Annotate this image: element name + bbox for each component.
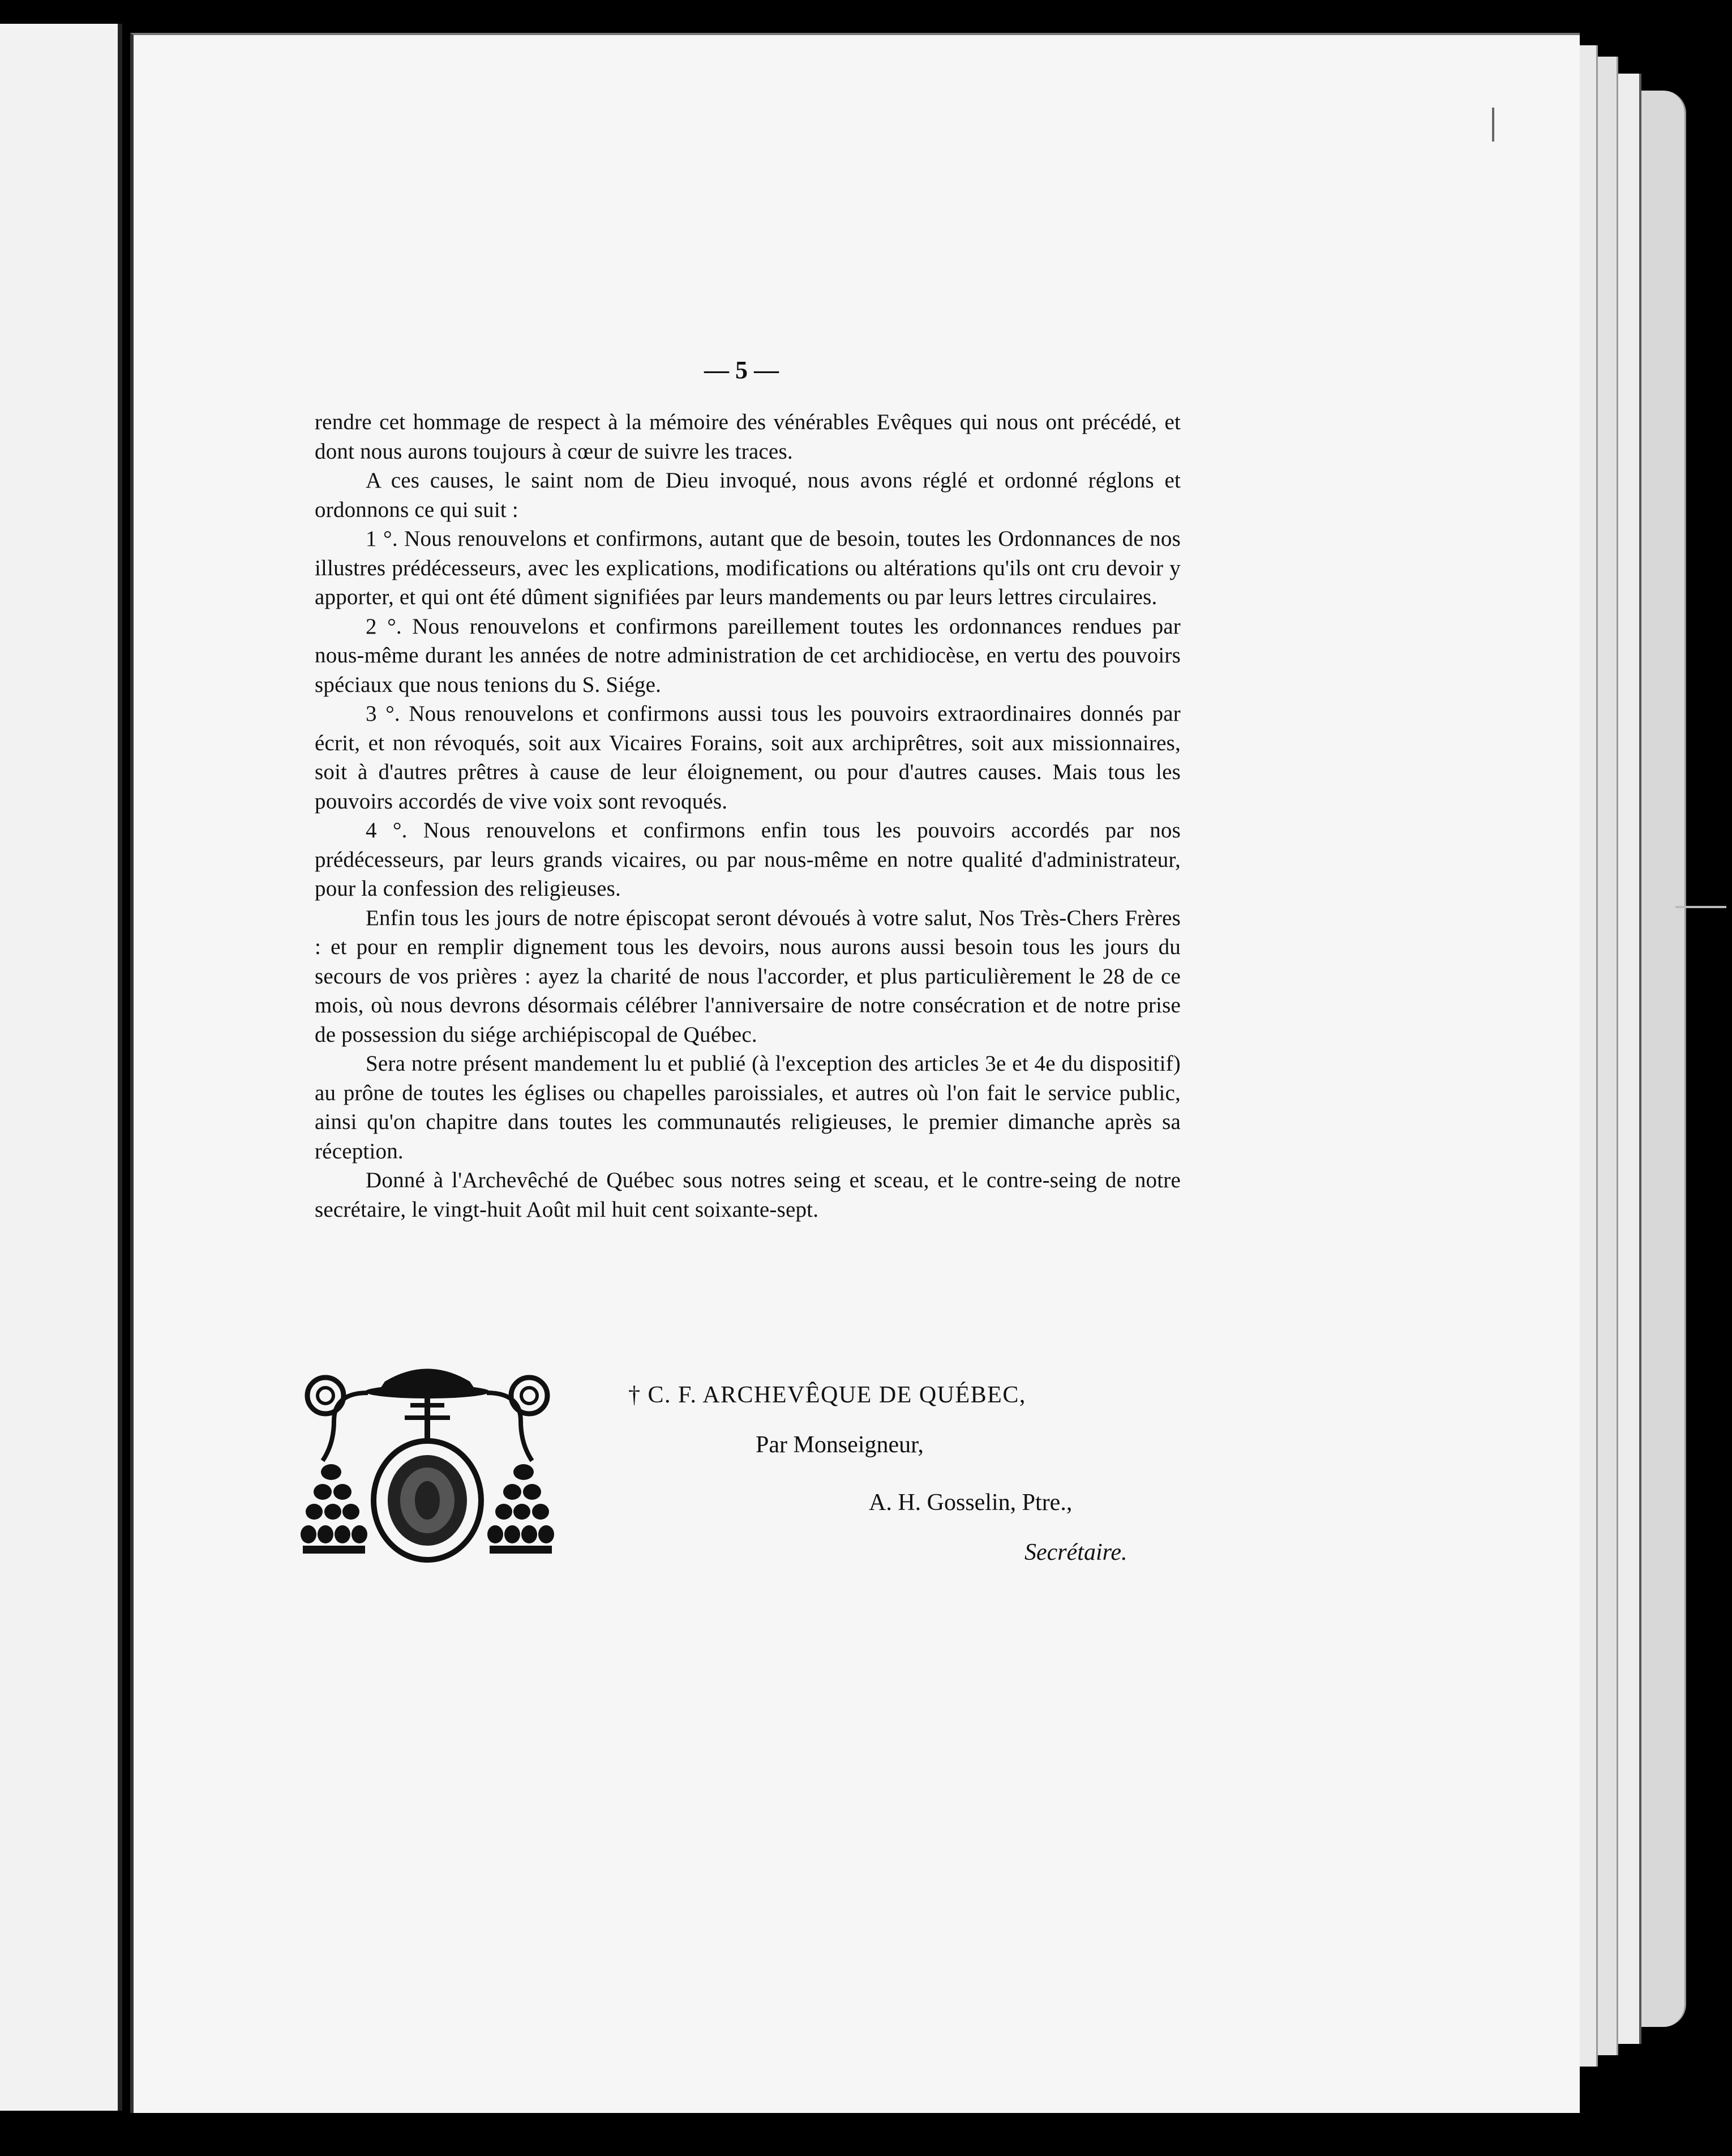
body-text (315, 408, 1181, 1224)
secretary-name: A. H. Gosselin, Ptre., (869, 1490, 1073, 1516)
paragraph: 4 °. Nous renouvelons et confirmons enfin tous les pouvoirs accordés par nos prédécesseurs, par leurs grands vicaires, ou par nous-même en notre qualité d'administrateur, pour la confession des religieuses. (315, 818, 1181, 901)
paragraph: Donné à l'Archevêché de Québec sous notres seing et sceau, et le contre-seing de notre secrétaire, le vingt-huit Août mil huit cent soixante-sept. (315, 1168, 1181, 1222)
page-number: — 5 — (704, 356, 779, 384)
page-edge (1617, 74, 1641, 2044)
paragraph: Sera notre présent mandement lu et publié (à l'exception des articles 3e et 4e du dispositif) au prône de toutes les églises ou chapelles paroissiales, et autres où l'on fait le service public, ainsi qu'on chapitre dans toutes les communautés religieuses, le premier dimanche après sa réception. (315, 1051, 1181, 1163)
page-edge (1596, 57, 1618, 2055)
paragraph: 2 °. Nous renouvelons et confirmons pareillement toutes les ordonnances rendues par nous-même durant les années de notre administration de cet archidiocèse, en vertu des pouvoirs spéciaux que nous tenions du S. Siége. (315, 614, 1181, 697)
signature-by: Par Monseigneur, (756, 1432, 924, 1458)
paragraph: A ces causes, le saint nom de Dieu invoqué, nous avons réglé et ordonné réglons et ordonnons ce qui suit : (315, 468, 1181, 522)
page-edge (1639, 91, 1686, 2027)
paragraph: 1 °. Nous renouvelons et confirmons, autant que de besoin, toutes les Ordonnances de nos illustres prédécesseurs, avec les explications, modifications ou altérations qu'ils ont cru devoir y apporter, et qui ont été dûment signifiées par leurs mandements ou par leurs lettres circulaires. (315, 527, 1181, 609)
coat-of-arms-icon (300, 1359, 555, 1568)
margin-mark (1675, 906, 1726, 908)
margin-mark (1492, 108, 1494, 142)
secretary-title: Secrétaire. (1024, 1539, 1127, 1565)
paragraph: 3 °. Nous renouvelons et confirmons aussi tous les pouvoirs extraordinaires donnés par écrit, et non révoqués, soit aux Vicaires Forains, soit aux archiprêtres, soit aux missionnaires, soit à d'autres prêtres à cause de leur éloignement, ou pour d'autres causes. Mais tous les pouvoirs accordés de vive voix sont revoqués. (315, 701, 1181, 814)
paragraph: Enfin tous les jours de notre épiscopat seront dévoués à votre salut, Nos Très-Chers Frères : et pour en remplir dignement tous les devoirs, nous aurons aussi besoin tous les jours du secours de vos prières : ayez la charité de nous l'accorder, et plus particulièrement le 28 de ce mois, où nous devrons désormais célébrer l'anniversaire de notre consécration et de notre prise de possession du siége archiépiscopal de Québec. (315, 905, 1181, 1047)
left-page-edge (0, 24, 122, 2111)
paragraph: rendre cet hommage de respect à la mémoire des vénérables Evêques qui nous ont précédé, et dont nous aurons toujours à cœur de suivre les traces. (315, 410, 1181, 464)
signature-name: † C. F. ARCHEVÊQUE DE QUÉBEC, (628, 1382, 1026, 1408)
